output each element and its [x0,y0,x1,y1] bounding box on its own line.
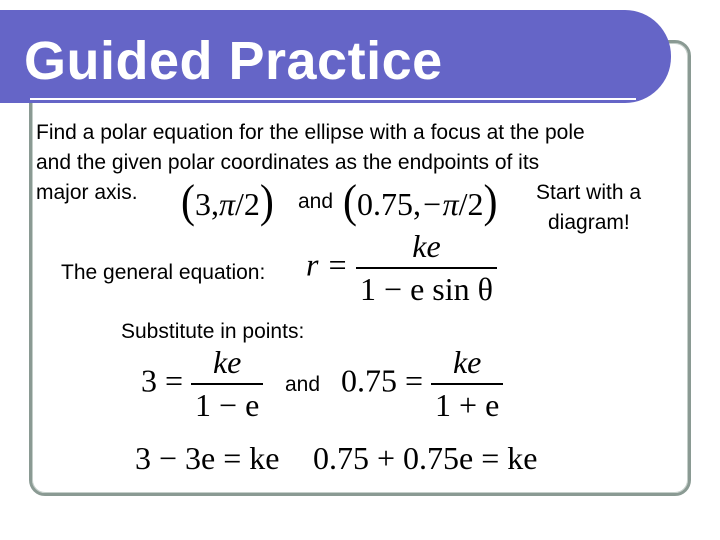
point-1-pi: π [219,186,236,222]
and-label-1: and [298,190,334,213]
point-1: (3,π/2) [181,176,274,228]
title-underline [30,98,636,100]
substitute-label: Substitute in points: [121,320,305,343]
hint-line-2: diagram! [548,211,630,234]
general-equation: r = $\frac{ke}{\text{1 − e sin θ}}$ [306,228,497,308]
equation-1: 3 = $\frac{ke}{1 - e}$ [141,344,263,424]
intro-line-1: Find a polar equation for the ellipse with a focus at the pole [36,121,585,144]
general-equation-label: The general equation: [61,261,266,284]
intro-line-2: and the given polar coordinates as the endpoints of its [36,151,540,174]
point-2-pi: −π [421,186,459,222]
hint-line-1: Start with a [536,181,642,204]
point-2: (0.75,−π/2) [343,176,498,228]
intro-line-3: major axis. [36,181,138,204]
slide-title: Guided Practice [24,31,443,91]
equation-2: 0.75 = $\frac{ke}{1 + e}$ [341,344,503,424]
equation-4: 0.75 + 0.75e = ke [313,440,538,476]
and-label-2: and [285,373,321,396]
title-bar [0,10,671,103]
equation-3: 3 − 3e = ke [135,440,280,476]
